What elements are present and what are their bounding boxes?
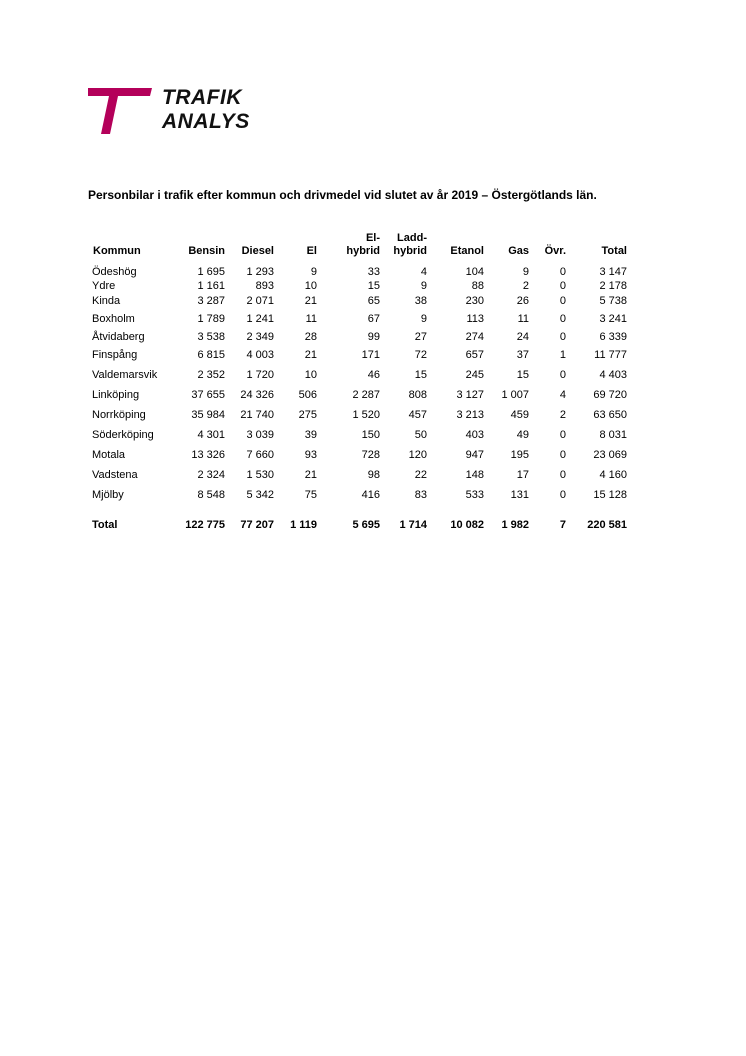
value-cell: 6 339 — [599, 330, 627, 343]
value-cell: 28 — [304, 330, 317, 343]
value-cell: 49 — [516, 428, 529, 441]
value-cell: 0 — [559, 428, 566, 441]
value-cell: 9 — [310, 265, 317, 278]
value-cell: 275 — [298, 408, 317, 421]
value-cell: 37 — [516, 348, 529, 361]
municipality-cell: Åtvidaberg — [92, 330, 145, 343]
value-cell: 11 — [517, 312, 529, 325]
column-header — [279, 230, 322, 258]
value-cell: 4 003 — [246, 348, 274, 361]
table-header-row — [88, 230, 632, 258]
spacer-row — [88, 505, 632, 517]
value-cell: 93 — [304, 448, 317, 461]
value-cell: 533 — [465, 488, 484, 501]
value-cell: 245 — [465, 368, 484, 381]
table-row — [88, 365, 632, 385]
value-cell: 63 650 — [593, 408, 627, 421]
table-row — [88, 345, 632, 365]
value-cell: 657 — [465, 348, 484, 361]
value-cell: 21 — [304, 348, 317, 361]
value-cell: 13 326 — [191, 448, 225, 461]
value-cell: 5 695 — [352, 518, 380, 531]
value-cell: 10 082 — [450, 518, 484, 531]
column-header-line: Kommun — [93, 245, 141, 257]
value-cell: 11 — [305, 312, 317, 325]
value-cell: 150 — [361, 428, 380, 441]
value-cell: 3 147 — [599, 265, 627, 278]
value-cell: 2 071 — [246, 294, 274, 307]
value-cell: 9 — [522, 265, 529, 278]
value-cell: 15 — [414, 368, 427, 381]
value-cell: 21 740 — [240, 408, 274, 421]
column-header-line: hybrid — [346, 245, 380, 257]
value-cell: 3 039 — [246, 428, 274, 441]
value-cell: 5 738 — [599, 294, 627, 307]
value-cell: 8 031 — [599, 428, 627, 441]
value-cell: 11 777 — [594, 348, 627, 361]
logo-line-2: ANALYS — [162, 110, 250, 133]
value-cell: 0 — [559, 280, 566, 292]
value-cell: 457 — [408, 408, 427, 421]
value-cell: 1 530 — [246, 468, 274, 481]
value-cell: 2 324 — [197, 468, 225, 481]
table-row — [88, 385, 632, 405]
value-cell: 0 — [559, 448, 566, 461]
value-cell: 21 — [304, 468, 317, 481]
column-header — [175, 230, 230, 258]
value-cell: 75 — [304, 488, 317, 501]
value-cell: 9 — [420, 312, 427, 325]
value-cell: 5 342 — [246, 488, 274, 501]
value-cell: 37 655 — [191, 388, 225, 401]
value-cell: 0 — [559, 265, 566, 278]
value-cell: 3 287 — [197, 294, 225, 307]
value-cell: 1 789 — [197, 312, 225, 325]
value-cell: 98 — [367, 468, 380, 481]
municipality-cell: Linköping — [92, 388, 140, 401]
municipality-cell: Ydre — [92, 280, 116, 292]
value-cell: 72 — [414, 348, 427, 361]
value-cell: 171 — [361, 348, 380, 361]
municipality-cell: Mjölby — [92, 488, 124, 501]
value-cell: 947 — [465, 448, 484, 461]
value-cell: 2 178 — [599, 280, 627, 292]
value-cell: 131 — [510, 488, 529, 501]
column-header — [230, 230, 279, 258]
column-header — [534, 230, 571, 258]
municipality-cell: Norrköping — [92, 408, 146, 421]
value-cell: 4 403 — [599, 368, 627, 381]
table-row — [88, 280, 632, 293]
value-cell: 17 — [516, 468, 529, 481]
value-cell: 230 — [465, 294, 484, 307]
table-row — [88, 445, 632, 465]
value-cell: 50 — [414, 428, 427, 441]
value-cell: 1 520 — [352, 408, 380, 421]
value-cell: 2 287 — [352, 388, 380, 401]
table-row — [88, 405, 632, 425]
column-header-line: Bensin — [188, 245, 225, 257]
value-cell: 2 352 — [197, 368, 225, 381]
table-row — [88, 293, 632, 309]
table-row — [88, 465, 632, 485]
value-cell: 403 — [465, 428, 484, 441]
column-header-line: Total — [601, 245, 627, 257]
column-header-line: El — [306, 245, 317, 257]
value-cell: 9 — [420, 280, 427, 292]
value-cell: 0 — [559, 488, 566, 501]
value-cell: 459 — [510, 408, 529, 421]
value-cell: 99 — [367, 330, 380, 343]
value-cell: 104 — [465, 265, 484, 278]
value-cell: 113 — [466, 312, 484, 325]
value-cell: 506 — [298, 388, 317, 401]
column-header-line: Gas — [508, 245, 529, 257]
value-cell: 893 — [255, 280, 274, 292]
municipality-cell: Motala — [92, 448, 126, 461]
value-cell: 4 160 — [599, 468, 627, 481]
value-cell: 4 301 — [197, 428, 225, 441]
table-row — [88, 309, 632, 329]
table-row — [88, 485, 632, 505]
municipality-cell: Valdemarsvik — [92, 368, 158, 381]
column-header-line: Övr. — [544, 245, 566, 257]
value-cell: 88 — [471, 280, 484, 292]
trafikanalys-logo — [88, 86, 268, 138]
column-header — [432, 230, 489, 258]
value-cell: 35 984 — [191, 408, 225, 421]
value-cell: 8 548 — [197, 488, 225, 501]
value-cell: 195 — [510, 448, 529, 461]
value-cell: 1 714 — [399, 518, 427, 531]
value-cell: 416 — [361, 488, 380, 501]
value-cell: 3 538 — [197, 330, 225, 343]
value-cell: 0 — [559, 312, 566, 325]
column-header — [489, 230, 534, 258]
statistics-table — [88, 230, 632, 533]
value-cell: 10 — [304, 280, 317, 292]
municipality-cell: Vadstena — [92, 468, 138, 481]
value-cell: 38 — [414, 294, 427, 307]
value-cell: 67 — [367, 312, 380, 325]
value-cell: 274 — [465, 330, 484, 343]
value-cell: 22 — [414, 468, 427, 481]
value-cell: 7 660 — [246, 448, 274, 461]
trafikanalys-logo-mark-icon — [88, 86, 158, 136]
value-cell: 24 — [516, 330, 529, 343]
value-cell: 0 — [559, 294, 566, 307]
column-header-line: Etanol — [450, 245, 484, 257]
value-cell: 21 — [304, 294, 317, 307]
value-cell: 3 127 — [456, 388, 484, 401]
value-cell: 1 720 — [246, 368, 274, 381]
municipality-cell: Finspång — [92, 348, 138, 361]
value-cell: 77 207 — [240, 518, 274, 531]
value-cell: 4 — [559, 388, 566, 401]
value-cell: 728 — [361, 448, 380, 461]
value-cell: 2 — [522, 280, 529, 292]
value-cell: 7 — [559, 518, 566, 531]
value-cell: 27 — [414, 330, 427, 343]
value-cell: 122 775 — [185, 518, 225, 531]
value-cell: 2 349 — [246, 330, 274, 343]
municipality-cell: Kinda — [92, 294, 121, 307]
value-cell: 6 815 — [197, 348, 225, 361]
value-cell: 1 119 — [290, 518, 317, 531]
municipality-cell: Boxholm — [92, 312, 135, 325]
value-cell: 120 — [408, 448, 427, 461]
value-cell: 24 326 — [240, 388, 274, 401]
page-title: Personbilar i trafik efter kommun och drivmedel vid slutet av år 2019 – Östergötlands län. — [88, 188, 597, 202]
value-cell: 15 128 — [593, 488, 627, 501]
value-cell: 10 — [304, 368, 317, 381]
column-header-line: Diesel — [241, 245, 274, 257]
value-cell: 4 — [420, 265, 427, 278]
value-cell: 1 241 — [246, 312, 274, 325]
value-cell: 26 — [516, 294, 529, 307]
value-cell: 1 007 — [501, 388, 529, 401]
value-cell: 0 — [559, 330, 566, 343]
column-header — [88, 230, 175, 258]
table-body — [88, 258, 632, 533]
value-cell: 148 — [465, 468, 484, 481]
logo-line-1: TRAFIK — [162, 86, 242, 109]
column-header-line: El- — [365, 232, 380, 244]
table-total-row — [88, 517, 632, 533]
municipality-cell: Total — [92, 518, 118, 531]
column-header — [322, 230, 385, 258]
value-cell: 1 293 — [246, 265, 274, 278]
value-cell: 83 — [414, 488, 427, 501]
column-header-line: Ladd- — [397, 232, 427, 244]
municipality-cell: Ödeshög — [92, 265, 137, 278]
value-cell: 65 — [367, 294, 380, 307]
value-cell: 69 720 — [593, 388, 627, 401]
value-cell: 0 — [559, 468, 566, 481]
value-cell: 23 069 — [593, 448, 627, 461]
column-header-line: hybrid — [393, 245, 427, 257]
value-cell: 46 — [367, 368, 380, 381]
value-cell: 220 581 — [587, 518, 627, 531]
value-cell: 1 982 — [501, 518, 529, 531]
value-cell: 3 213 — [456, 408, 484, 421]
column-header — [571, 230, 632, 258]
table-row — [88, 329, 632, 345]
value-cell: 15 — [367, 280, 380, 292]
value-cell: 39 — [304, 428, 317, 441]
logo-wordmark — [162, 86, 250, 134]
value-cell: 1 695 — [197, 265, 225, 278]
value-cell: 0 — [559, 368, 566, 381]
municipality-cell: Söderköping — [92, 428, 154, 441]
value-cell: 1 161 — [197, 280, 225, 292]
value-cell: 15 — [516, 368, 529, 381]
column-header — [385, 230, 432, 258]
value-cell: 808 — [408, 388, 427, 401]
value-cell: 1 — [559, 348, 566, 361]
value-cell: 3 241 — [599, 312, 627, 325]
value-cell: 33 — [367, 265, 380, 278]
table-row — [88, 425, 632, 445]
value-cell: 2 — [559, 408, 566, 421]
table-row — [88, 264, 632, 280]
